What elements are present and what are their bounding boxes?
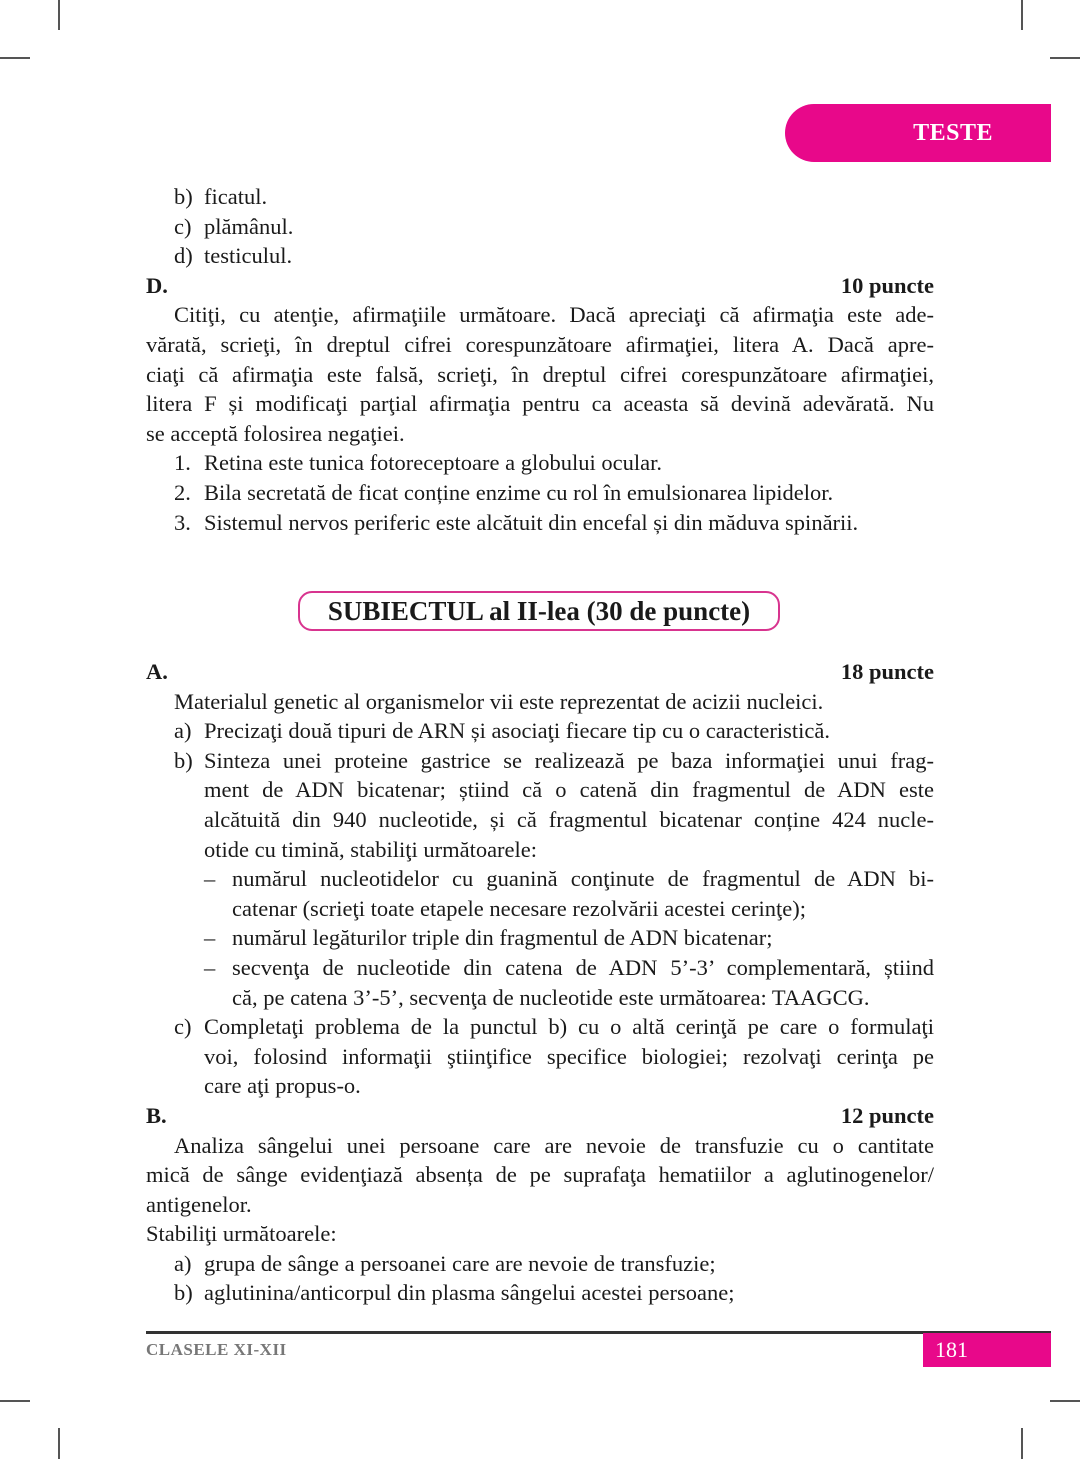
subitem-guanine: – numărul nucleotidelor cu guanină conţinute de fragmentul de ADN bi- catenar (scrieţi toate etapele necesare rezolvării acestei cerinţe);	[204, 866, 934, 921]
instruction-line: ciaţi că afirmaţia este falsă, scrieţi, în dreptul cifrei corespunzătoare afirmaţiei,	[146, 361, 934, 387]
crop-mark	[1050, 1400, 1080, 1402]
section-b-intro: antigenelor.	[146, 1191, 252, 1217]
section-b-item-a: a) grupa de sânge a persoanei care are nevoie de transfuzie;	[174, 1250, 716, 1276]
crop-mark	[58, 0, 60, 30]
instruction-line: litera F și modificaţi parţial afirmaţia pentru ca aceasta să devină adevărată. Nu	[146, 391, 934, 417]
page-number: 181	[935, 1337, 968, 1362]
item-c: c) Completaţi problema de la punctul b) cu o altă cerinţă pe care o formulaţi voi, folosind informaţii ştiinţifice specifice biologiei; rezolvaţi cerinţa pe care aţi propus-o.	[174, 1014, 934, 1099]
section-b-intro: mică de sânge evidenţiază absența de pe suprafaţa hematiilor a aglutinogenelor/	[146, 1162, 934, 1188]
crop-mark	[58, 1428, 60, 1459]
instruction-line: se acceptă folosirea negaţiei.	[146, 420, 405, 446]
statement-3: 3. Sistemul nervos periferic este alcătuit din encefal și din măduva spinării.	[174, 509, 859, 535]
section-letter: D.	[146, 272, 168, 298]
item-a: a) Precizaţi două tipuri de ARN și asociaţi fiecare tip cu o caracteristică.	[174, 718, 830, 744]
subject-title: SUBIECTUL al II-lea (30 de puncte)	[327, 595, 751, 626]
footer-class-label: CLASELE XI-XII	[146, 1340, 287, 1359]
section-tab-teste	[785, 104, 1051, 162]
statement-2: 2. Bila secretată de ficat conține enzime cu rol în emulsionarea lipidelor.	[174, 479, 834, 505]
section-tab-label: TESTE	[913, 119, 993, 146]
item-b: b) Sinteza unei proteine gastrice se realizează pe baza informaţiei unui frag- ment de ADN bicatenar; știind că o catenă din fragmentul de ADN este alcătuită din 940 nucleotide, și că fragmentul bicatenar conține 424 nucle- otide cu timină, stabiliţi următoarele:	[174, 747, 934, 862]
option-b: b) ficatul.	[174, 184, 268, 209]
footer-divider	[146, 1331, 1051, 1334]
crop-mark	[1021, 0, 1023, 30]
option-d: d) testiculul.	[174, 243, 293, 269]
subitem-triple-bonds: – numărul legăturilor triple din fragmentul de ADN bicatenar;	[204, 925, 773, 951]
section-a-heading	[146, 657, 934, 687]
crop-mark	[0, 1400, 30, 1402]
section-points: 12 puncte	[840, 1102, 934, 1128]
section-points: 18 puncte	[840, 659, 934, 684]
section-points: 10 puncte	[840, 272, 934, 298]
page-number-badge	[923, 1333, 1051, 1367]
crop-mark	[1050, 57, 1080, 59]
section-b-intro: Analiza sângelui unei persoane care are nevoie de transfuzie cu o cantitate	[174, 1132, 934, 1158]
instruction-line: vărată, scrieţi, în dreptul cifrei corespunzătoare afirmaţiei, litera A. Dacă apre-	[146, 331, 934, 357]
section-a-intro: Materialul genetic al organismelor vii este reprezentat de acizii nucleici.	[174, 688, 824, 714]
section-a-content	[146, 657, 934, 1308]
subitem-sequence: – secvenţa de nucleotide din catena de ADN 5’-3’ complementară, știind că, pe catena 3’-5’, secvenţa de nucleotide este următoarea: TAAGCG.	[204, 954, 934, 1010]
option-c: c) plămânul.	[174, 213, 294, 239]
section-b-item-b: b) aglutinina/anticorpul din plasma sângelui acestei persoane;	[174, 1280, 735, 1306]
statement-1: 1. Retina este tunica fotoreceptoare a globului ocular.	[174, 450, 662, 476]
subject-title-box	[298, 591, 780, 631]
instruction-line: Citiţi, cu atenţie, afirmaţiile următoare. Dacă apreciaţi că afirmaţia este ade-	[174, 302, 934, 328]
section-letter: B.	[146, 1102, 167, 1128]
page-content	[146, 182, 934, 537]
crop-mark	[0, 57, 30, 59]
section-d-heading	[146, 271, 934, 301]
section-letter: A.	[146, 659, 168, 684]
crop-mark	[1021, 1428, 1023, 1459]
section-b-task: Stabiliţi următoarele:	[146, 1221, 337, 1247]
section-b-heading	[146, 1101, 934, 1131]
